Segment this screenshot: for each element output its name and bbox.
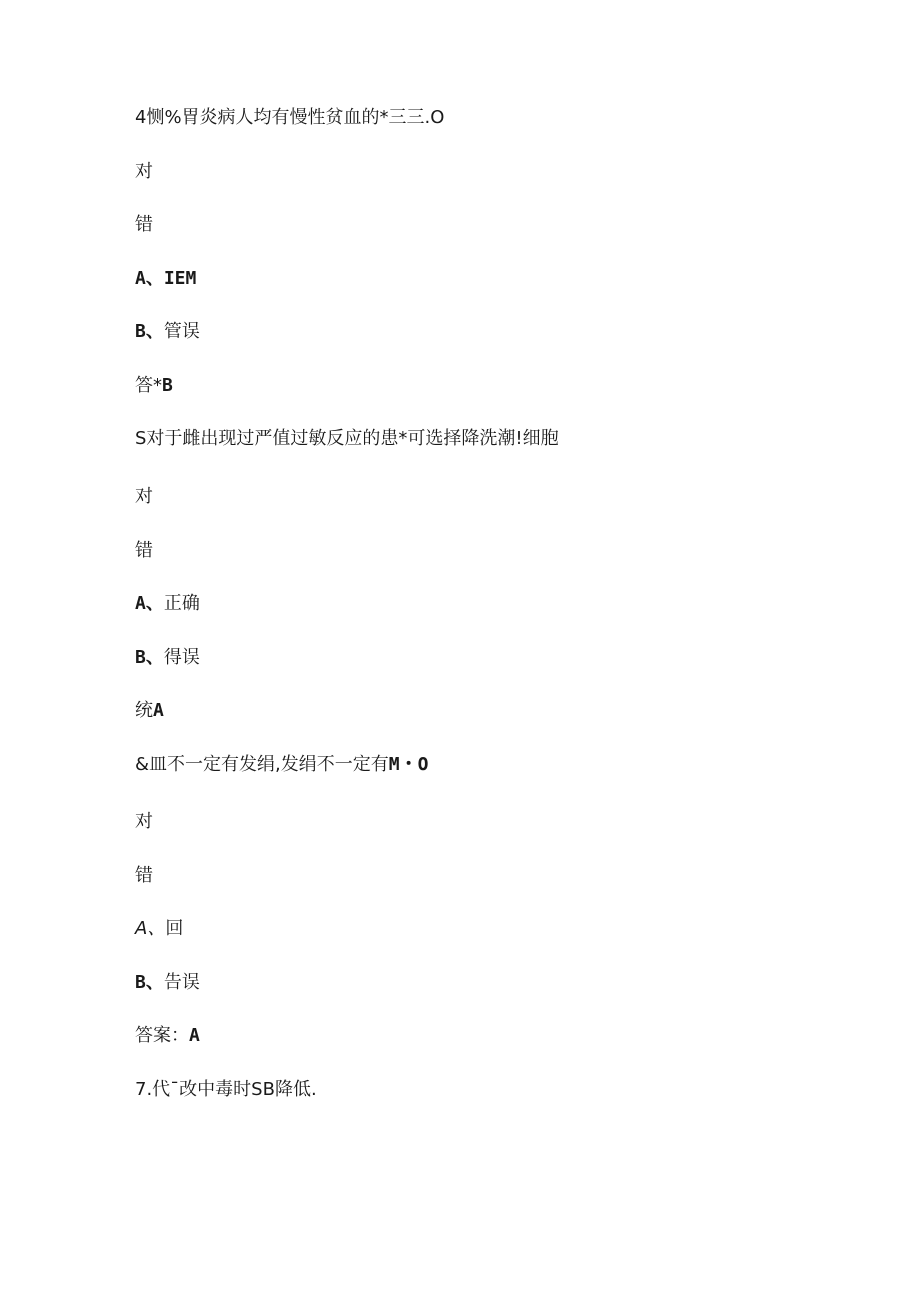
choice-a-text: 回	[165, 918, 184, 939]
question-4-answer	[135, 375, 173, 397]
choice-a-prefix: A、	[135, 268, 164, 289]
choice-a-text: IEM	[163, 268, 197, 289]
question-7-stem: 7.代¯改中毒时SB降低.	[135, 1079, 317, 1100]
answer-label: 答*	[135, 375, 162, 396]
question-4-option-false: 错	[135, 214, 153, 235]
question-6-choice-a	[135, 918, 183, 940]
question-5-option-true: 对	[135, 486, 153, 507]
choice-b-text: 管误	[163, 321, 200, 342]
question-5-option-false: 错	[135, 540, 153, 561]
answer-value: B	[162, 375, 173, 396]
question-4-option-true: 对	[135, 161, 153, 182]
answer-label: 答案：	[135, 1025, 189, 1046]
question-6-stem-suffix: M・O	[388, 754, 429, 775]
question-5-choice-a	[135, 593, 200, 615]
question-6-answer	[135, 1025, 200, 1047]
choice-b-prefix: B、	[135, 647, 164, 668]
question-6-stem	[135, 754, 428, 776]
question-6-option-true: 对	[135, 811, 153, 832]
answer-value: A	[189, 1025, 200, 1046]
answer-value: A	[153, 700, 164, 721]
question-6-option-false: 错	[135, 865, 153, 886]
question-4-stem: 4恻%胃炎病人均有慢性贫血的*三三.O	[135, 107, 445, 128]
choice-a-text: 正确	[163, 593, 200, 614]
answer-label: 统	[135, 700, 153, 721]
choice-b-prefix: B、	[135, 321, 164, 342]
question-4-choice-b	[135, 321, 200, 343]
choice-b-prefix: B、	[135, 972, 164, 993]
question-6-stem-text: &皿不一定有发绢,发绢不一定有	[135, 754, 389, 775]
choice-b-text: 告误	[163, 972, 200, 993]
question-4-choice-a	[135, 268, 196, 290]
question-5-answer	[135, 700, 164, 722]
question-6-choice-b	[135, 972, 200, 994]
choice-b-text: 得误	[163, 647, 200, 668]
choice-a-prefix: A、	[135, 593, 164, 614]
question-5-stem: S对于雌出现过严值过敏反应的患*可选择降洗潮!细胞	[135, 428, 559, 449]
question-5-choice-b	[135, 647, 200, 669]
choice-a-prefix: A、	[135, 918, 166, 939]
